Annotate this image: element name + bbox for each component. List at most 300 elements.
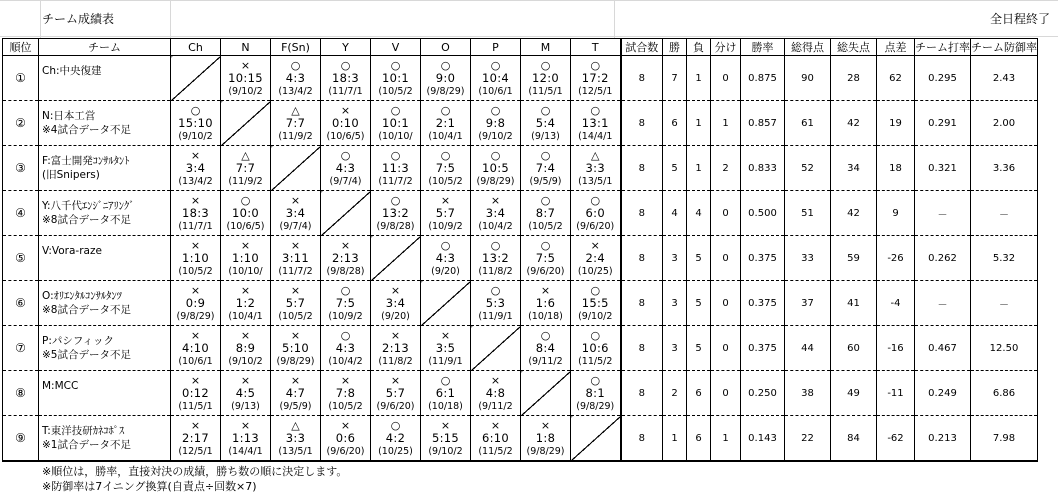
match-date: (9/13) [531,130,560,142]
match-cell [321,236,371,281]
match-score: 11:3 [381,160,410,175]
match-score: 1:6 [535,295,556,310]
result-mark: × [390,328,401,342]
match-cell [471,101,521,146]
match-score: 10:0 [231,205,260,220]
match-date: (12/5/1 [178,445,213,457]
match-date: (10/5/2 [428,175,463,187]
result-mark: × [490,373,501,387]
stat-draws: 0 [711,371,741,416]
stat-runs-allowed: 41 [831,281,877,326]
result-mark: × [190,148,201,162]
match-cell [171,326,221,371]
result-mark: × [340,418,351,432]
stat-games: 8 [621,371,663,416]
stat-wins: 6 [663,101,687,146]
team-cell [39,371,171,416]
match-date: (11/7/1 [178,220,213,232]
match-score: 4:10 [181,340,210,355]
team-cell [39,281,171,326]
result-mark: ○ [490,148,501,162]
result-mark: × [190,238,201,252]
match-cell [221,146,271,191]
match-cell [271,371,321,416]
match-cell [371,326,421,371]
stat-wins: 1 [663,416,687,462]
match-date: (13/5/1 [278,445,313,457]
stat-runs-scored: 33 [785,236,831,281]
match-date: (9/10/2 [478,130,513,142]
match-score: 4:8 [485,385,506,400]
match-score: 5:3 [485,295,506,310]
match-cell [571,56,621,101]
team-row [3,56,1038,101]
match-cell [571,146,621,191]
team-cell [39,56,171,101]
sheet-title: チーム成績表 [42,12,115,26]
team-cell [39,236,171,281]
team-cell [39,101,171,146]
match-score: 10:15 [228,70,263,85]
match-score: 8:1 [585,385,605,400]
match-date: (11/9/2 [228,175,263,187]
match-cell [421,56,471,101]
result-mark: × [540,283,551,297]
result-mark: ○ [590,328,601,342]
match-cell [371,146,421,191]
team-name: Ch:中央復建 [42,65,102,77]
stat-era: － [971,191,1038,236]
match-cell [571,236,621,281]
stat-runs-scored: 37 [785,281,831,326]
stat-batting-avg: 0.321 [915,146,971,191]
team-cell [39,191,171,236]
match-score: 2:13 [331,250,360,265]
stat-wins: 3 [663,236,687,281]
match-date: (11/5/2 [578,355,613,367]
stat-draws: 0 [711,281,741,326]
match-score: 3:4 [185,160,206,175]
stat-batting-avg: － [915,191,971,236]
result-mark: △ [591,148,600,162]
match-date: (10/4/2 [478,220,513,232]
match-cell [371,281,421,326]
rank-cell: ③ [3,146,39,191]
result-mark: × [240,373,251,387]
team-name: N:日本工営 [42,110,96,122]
match-score: 12:0 [531,70,560,85]
match-score: 8:4 [535,340,556,355]
result-mark: ○ [590,103,601,117]
stat-draws: 2 [711,146,741,191]
match-date: (11/5/2 [478,445,513,457]
stat-run-diff: 62 [877,56,915,101]
match-cell [471,191,521,236]
stat-batting-avg: 0.213 [915,416,971,462]
result-mark: × [490,418,501,432]
match-score: 8:9 [235,340,256,355]
match-date: (10/5/2 [378,85,413,97]
note-ranking: ※順位は，勝率，直接対決の成績，勝ち数の順に決定します。 [42,465,348,478]
stat-draws: 0 [711,191,741,236]
match-date: (10/6/1 [478,85,513,97]
match-date: (9/13) [231,400,260,412]
match-score: 0:10 [331,115,360,130]
match-score: 13:1 [581,115,609,130]
stat-wins: 3 [663,326,687,371]
result-mark: ○ [390,103,401,117]
stat-win-rate: 0.500 [741,191,785,236]
match-cell [421,416,471,462]
stat-runs-scored: 22 [785,416,831,462]
match-score: 4:3 [435,250,456,265]
match-date: (9/5/9) [529,175,562,187]
match-date: (12/5/1 [578,85,613,97]
stat-games: 8 [621,281,663,326]
result-mark: × [440,418,451,432]
team-name: M:MCC [42,380,79,392]
header-opponent: O [421,39,471,56]
match-score: 15:5 [581,295,609,310]
match-cell [371,371,421,416]
stat-games: 8 [621,191,663,236]
self-match-cell [171,56,221,101]
match-score: 3:4 [285,205,306,220]
header-run-diff: 点差 [877,39,915,56]
match-date: (14/4/1 [578,130,613,142]
match-date: (10/4/1 [428,130,463,142]
match-score: 10:4 [481,70,510,85]
stat-win-rate: 0.875 [741,56,785,101]
standings-table [2,38,1038,462]
team-note: ※1試合データ不足 [42,439,131,451]
match-cell [521,416,571,462]
stat-win-rate: 0.250 [741,371,785,416]
match-score: 7:8 [335,385,356,400]
match-score: 1:8 [535,430,556,445]
match-cell [171,191,221,236]
team-cell [39,416,171,462]
match-score: 6:10 [481,430,510,445]
stat-losses: 4 [687,191,711,236]
self-match-cell [521,371,571,416]
match-score: 5:4 [535,115,556,130]
self-match-cell [221,101,271,146]
team-name: O:ｵﾘｴﾝﾀﾙｺﾝｻﾙﾀﾝﾂ [42,290,122,302]
stat-win-rate: 0.375 [741,236,785,281]
match-score: 8:7 [535,205,556,220]
match-cell [321,281,371,326]
result-mark: × [240,283,251,297]
match-date: (9/8/28) [376,220,415,232]
stat-wins: 3 [663,281,687,326]
team-note: ※5試合データ不足 [42,349,131,361]
match-date: (10/9/2 [328,310,363,322]
team-cell [39,146,171,191]
stat-draws: 1 [711,101,741,146]
match-score: 9:8 [485,115,506,130]
result-mark: ○ [440,58,451,72]
stat-era: － [971,281,1038,326]
result-mark: × [590,238,600,252]
stat-run-diff: -26 [877,236,915,281]
stat-run-diff: -4 [877,281,915,326]
stat-runs-allowed: 49 [831,371,877,416]
match-date: (9/6/20) [326,445,365,457]
note-era: ※防御率は7イニング換算(自責点÷回数×7) [42,480,257,493]
match-date: (9/11/2 [528,355,563,367]
header-era: チーム防御率 [971,39,1038,56]
match-score: 0:6 [335,430,356,445]
team-name: P:パシフィック [42,335,115,347]
stat-win-rate: 0.375 [741,281,785,326]
match-date: (10/6/5) [226,220,265,232]
match-cell [421,191,471,236]
match-score: 2:17 [181,430,210,445]
match-score: 4:3 [335,160,356,175]
result-mark: × [340,373,351,387]
match-cell [271,326,321,371]
match-score: 4:3 [335,340,356,355]
result-mark: ○ [240,193,251,207]
header-games: 試合数 [621,39,663,56]
match-date: (9/8/29) [176,310,215,322]
match-cell [471,371,521,416]
match-cell [521,56,571,101]
result-mark: × [340,103,351,117]
stat-games: 8 [621,326,663,371]
stat-games: 8 [621,236,663,281]
grid-line [170,0,171,40]
match-score: 3:3 [585,160,605,175]
match-cell [221,326,271,371]
match-date: (10/6/1 [178,355,213,367]
result-mark: ○ [590,193,601,207]
result-mark: ○ [390,193,401,207]
result-mark: ○ [490,238,501,252]
result-mark: ○ [540,238,551,252]
match-cell [271,281,321,326]
team-note [42,258,170,272]
match-date: (10/10/ [378,130,413,142]
match-score: 7:5 [535,250,556,265]
stat-losses: 5 [687,281,711,326]
stat-games: 8 [621,56,663,101]
rank-cell: ⑤ [3,236,39,281]
match-score: 13:2 [381,205,410,220]
header-opponent: V [371,39,421,56]
match-score: 1:10 [181,250,210,265]
match-score: 1:10 [231,250,260,265]
match-cell [271,236,321,281]
result-mark: × [290,283,301,297]
match-score: 0:12 [181,385,210,400]
header-opponent: N [221,39,271,56]
match-date: (14/4/1 [228,445,263,457]
result-mark: × [190,283,201,297]
stat-era: 2.43 [971,56,1038,101]
result-mark: × [190,373,201,387]
result-mark: ○ [340,58,351,72]
stat-runs-allowed: 28 [831,56,877,101]
match-cell [321,371,371,416]
match-cell [421,371,471,416]
result-mark: ○ [440,238,451,252]
match-date: (10/10/ [228,265,263,277]
match-cell [571,191,621,236]
match-date: (9/10/2 [228,355,263,367]
result-mark: × [340,238,351,252]
match-score: 17:2 [581,70,609,85]
result-mark: × [190,328,201,342]
stat-run-diff: 18 [877,146,915,191]
result-mark: ○ [440,103,451,117]
stat-batting-avg: － [915,281,971,326]
match-date: (9/20) [431,265,460,277]
match-score: 18:3 [331,70,360,85]
match-date: (11/9/2 [278,130,313,142]
match-score: 7:4 [535,160,556,175]
match-date: (13/4/2 [278,85,313,97]
match-cell [271,416,321,462]
match-date: (10/18) [428,400,463,412]
match-score: 5:15 [431,430,460,445]
stat-runs-scored: 90 [785,56,831,101]
team-row [3,371,1038,416]
match-score: 2:13 [381,340,410,355]
result-mark: × [290,238,301,252]
result-mark: × [490,193,501,207]
stat-wins: 7 [663,56,687,101]
stat-era: 5.32 [971,236,1038,281]
stat-draws: 0 [711,56,741,101]
result-mark: × [240,418,251,432]
rank-cell: ① [3,56,39,101]
match-score: 6:1 [435,385,456,400]
rank-cell: ② [3,101,39,146]
header-draws: 分け [711,39,741,56]
stat-wins: 4 [663,191,687,236]
match-score: 5:7 [285,295,306,310]
stat-games: 8 [621,416,663,462]
match-score: 7:5 [335,295,356,310]
team-note: ※4試合データ不足 [42,124,131,136]
stat-run-diff: -16 [877,326,915,371]
match-cell [521,236,571,281]
stat-losses: 1 [687,146,711,191]
match-score: 3:4 [385,295,406,310]
match-score: 4:7 [285,385,306,400]
match-cell [421,326,471,371]
match-date: (9/6/20) [576,220,615,232]
team-row [3,236,1038,281]
self-match-cell [321,191,371,236]
match-score: 4:5 [235,385,256,400]
stat-runs-scored: 51 [785,191,831,236]
match-cell [171,236,221,281]
match-score: 3:4 [485,205,506,220]
rank-cell: ④ [3,191,39,236]
match-date: (9/8/28) [326,265,365,277]
match-date: (9/8/29) [526,445,565,457]
stat-batting-avg: 0.262 [915,236,971,281]
result-mark: ○ [490,283,501,297]
match-date: (9/8/29) [576,400,615,412]
team-note: ※8試合データ不足 [42,214,131,226]
result-mark: ○ [490,58,501,72]
match-date: (9/11/2 [478,400,513,412]
match-score: 0:9 [185,295,206,310]
result-mark: × [290,328,301,342]
match-cell [221,56,271,101]
match-cell [221,371,271,416]
match-cell [371,101,421,146]
stat-losses: 5 [687,326,711,371]
match-cell [471,236,521,281]
match-cell [471,416,521,462]
result-mark: ○ [190,103,201,117]
match-score: 3:5 [435,340,456,355]
match-date: (13/5/1 [578,175,613,187]
match-cell [171,371,221,416]
match-cell [171,416,221,462]
match-date: (9/8/29) [476,175,515,187]
match-date: (9/10/2 [578,310,613,322]
stat-runs-allowed: 84 [831,416,877,462]
result-mark: × [190,193,201,207]
stat-draws: 1 [711,416,741,462]
stat-win-rate: 0.375 [741,326,785,371]
match-cell [571,101,621,146]
match-date: (9/6/20) [526,265,565,277]
result-mark: ○ [340,283,351,297]
result-mark: ○ [590,373,601,387]
result-mark: × [290,193,301,207]
match-cell [221,236,271,281]
match-score: 10:6 [581,340,609,355]
match-cell [221,416,271,462]
stat-run-diff: -11 [877,371,915,416]
match-date: (11/5/1 [528,85,563,97]
match-score: 2:1 [435,115,456,130]
match-score: 10:1 [381,70,410,85]
match-date: (9/5/9) [279,400,312,412]
match-score: 4:3 [285,70,306,85]
match-cell [171,146,221,191]
team-name: Y:八千代ｴﾝｼﾞﾆｱﾘﾝｸﾞ [42,200,135,212]
header-opponent: P [471,39,521,56]
result-mark: △ [291,103,300,117]
result-mark: ○ [390,418,401,432]
match-score: 1:2 [235,295,256,310]
header-wins: 勝 [663,39,687,56]
header-runs-allowed: 総失点 [831,39,877,56]
match-score: 13:2 [481,250,510,265]
self-match-cell [421,281,471,326]
rank-cell: ⑨ [3,416,39,462]
match-cell [221,191,271,236]
match-date: (9/7/4) [329,175,362,187]
match-score: 5:7 [435,205,456,220]
stat-losses: 6 [687,371,711,416]
match-cell [221,281,271,326]
match-date: (10/5/2 [178,265,213,277]
result-mark: × [240,58,251,72]
result-mark: ○ [340,328,351,342]
match-cell [421,101,471,146]
result-mark: × [190,418,201,432]
result-mark: ○ [340,148,351,162]
